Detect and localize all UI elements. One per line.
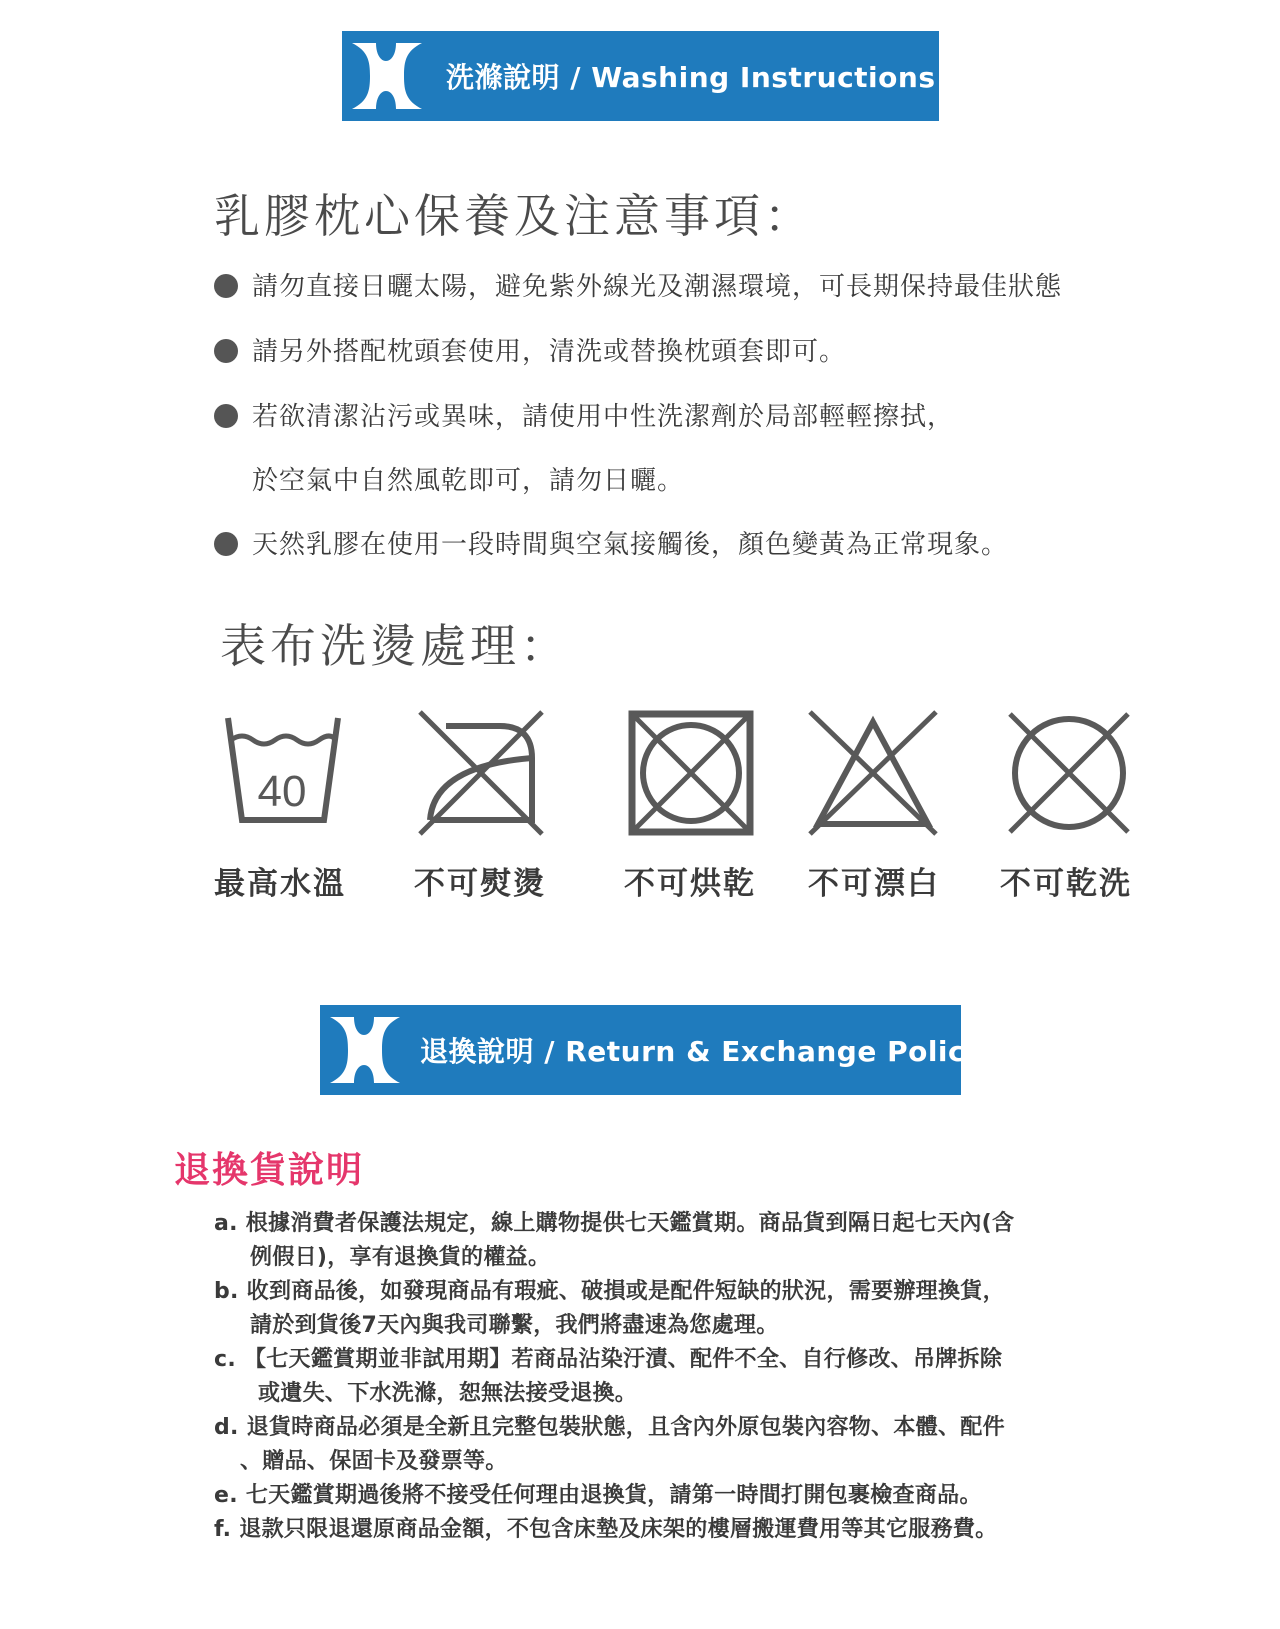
policy-line: 、贈品、保固卡及發票等。 bbox=[240, 1449, 508, 1474]
wash-40-icon bbox=[220, 708, 350, 838]
symbol-label: 最高水溫 bbox=[214, 866, 346, 902]
brand-logo-icon bbox=[346, 35, 428, 117]
banner-title: 退換說明 / Return & Exchange Policy bbox=[420, 1035, 984, 1068]
no-bleach-icon bbox=[808, 708, 938, 838]
care-item: 若欲清潔沾污或異味，請使用中性洗潔劑於局部輕輕擦拭， bbox=[214, 396, 954, 433]
care-heading: 乳膠枕心保養及注意事項： bbox=[214, 189, 814, 243]
policy-line: f. 退款只限退還原商品金額，不包含床墊及床架的樓層搬運費用等其它服務費。 bbox=[214, 1517, 998, 1542]
policy-line: e. 七天鑑賞期過後將不接受任何理由退換貨，請第一時間打開包裹檢查商品。 bbox=[214, 1483, 982, 1508]
care-item: 天然乳膠在使用一段時間與空氣接觸後，顏色變黃為正常現象。 bbox=[214, 524, 1008, 561]
bullet-icon bbox=[214, 532, 238, 556]
bullet-icon bbox=[214, 404, 238, 428]
no-iron-icon bbox=[416, 708, 546, 838]
banner-title: 洗滌說明 / Washing Instructions bbox=[446, 61, 936, 94]
policy-line: 例假日)，享有退換貨的權益。 bbox=[250, 1245, 551, 1270]
care-item: 請勿直接日曬太陽，避免紫外線光及潮濕環境，可長期保持最佳狀態 bbox=[214, 266, 1062, 303]
no-dry-clean-icon bbox=[1004, 708, 1134, 838]
bullet-icon bbox=[214, 339, 238, 363]
symbol-label: 不可熨燙 bbox=[414, 866, 546, 902]
symbol-label: 不可烘乾 bbox=[624, 866, 756, 902]
no-tumble-dry-icon bbox=[626, 708, 756, 838]
svg-text:40: 40 bbox=[257, 767, 307, 816]
policy-line: a. 根據消費者保護法規定，線上購物提供七天鑑賞期。商品貨到隔日起七天內(含 bbox=[214, 1211, 1015, 1236]
brand-logo-icon bbox=[324, 1009, 406, 1091]
return-heading: 退換貨說明 bbox=[174, 1150, 365, 1191]
symbol-label: 不可乾洗 bbox=[1000, 866, 1132, 902]
policy-line: d. 退貨時商品必須是全新且完整包裝狀態，且含內外原包裝內容物、本體、配件 bbox=[214, 1415, 1005, 1440]
care-item: 請另外搭配枕頭套使用，清洗或替換枕頭套即可。 bbox=[214, 331, 846, 368]
bullet-icon bbox=[214, 274, 238, 298]
policy-line: b. 收到商品後，如發現商品有瑕疵、破損或是配件短缺的狀況，需要辦理換貨， bbox=[214, 1279, 1005, 1304]
fabric-heading: 表布洗燙處理： bbox=[220, 619, 570, 673]
washing-instructions-banner bbox=[342, 31, 939, 121]
return-policy-banner bbox=[320, 1005, 984, 1095]
policy-line: c. 【七天鑑賞期並非試用期】若商品沾染汙漬、配件不全、自行修改、吊牌拆除 bbox=[214, 1347, 1003, 1372]
policy-line: 請於到貨後7天內與我司聯繫，我們將盡速為您處理。 bbox=[250, 1313, 779, 1338]
policy-line: 或遺失、下水洗滌，恕無法接受退換。 bbox=[258, 1381, 638, 1406]
symbol-label: 不可漂白 bbox=[808, 866, 940, 902]
care-item-continuation: 於空氣中自然風乾即可，請勿日曬。 bbox=[252, 466, 685, 496]
